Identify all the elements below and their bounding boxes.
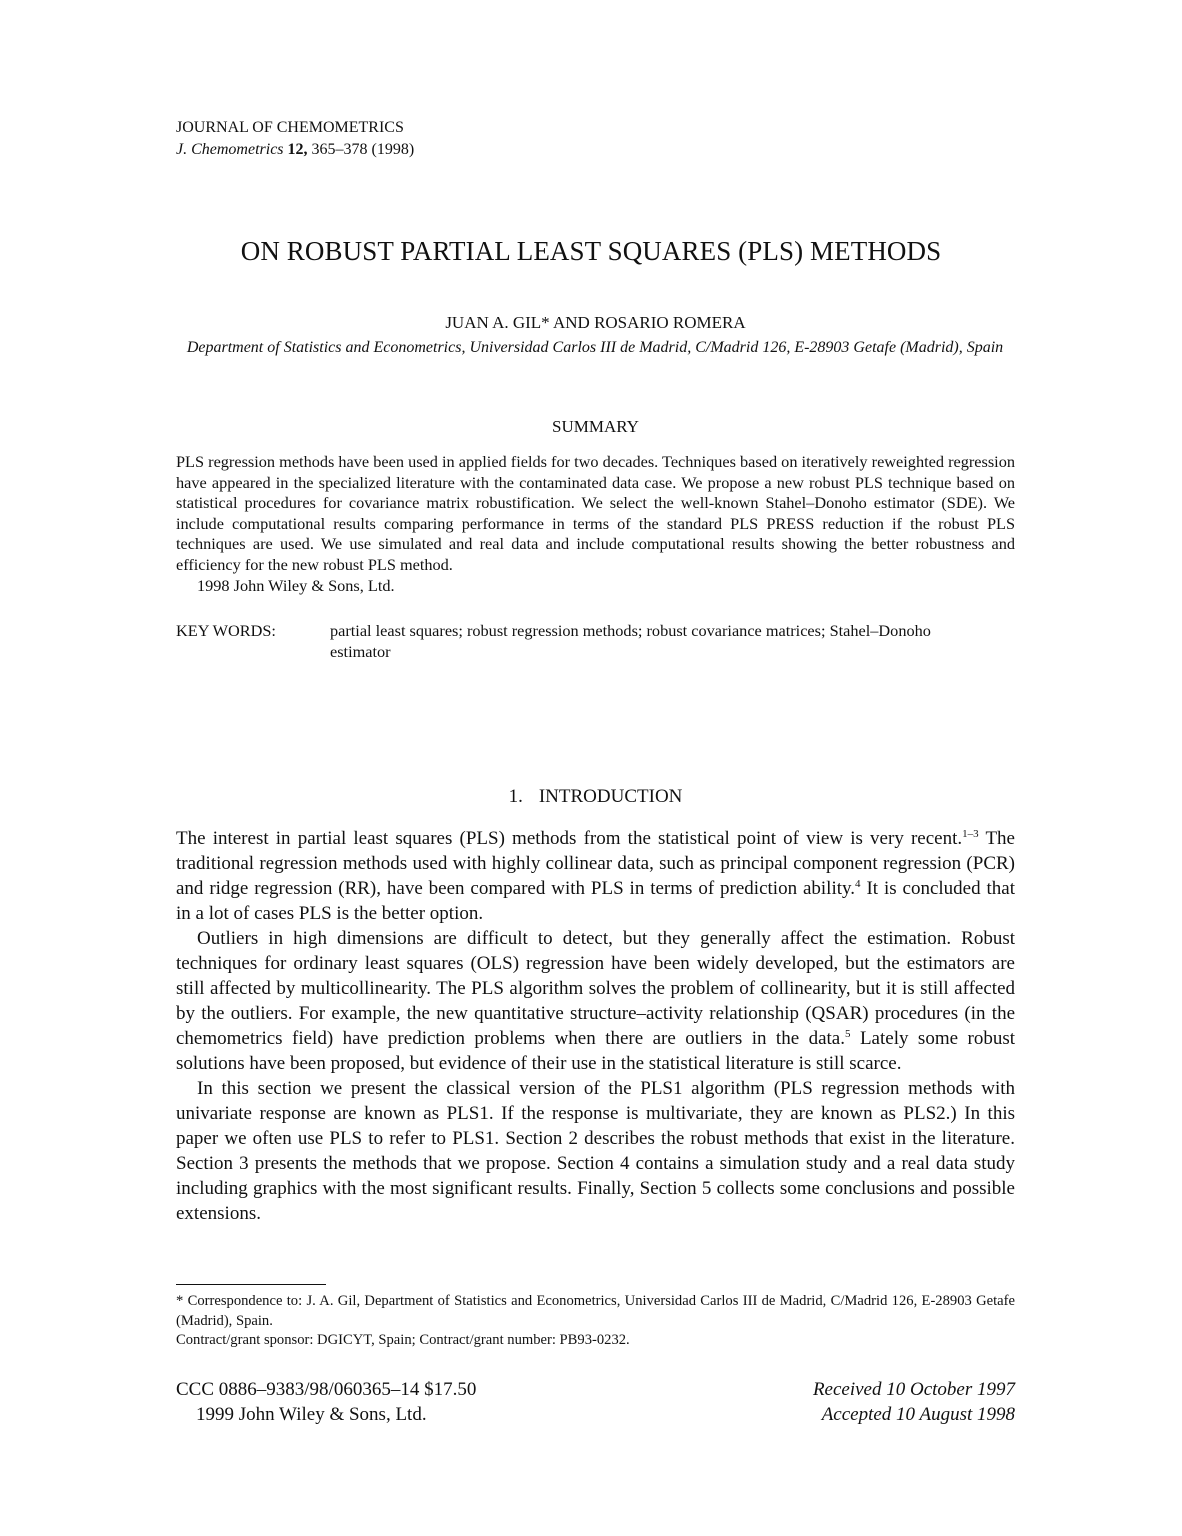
author-affiliation: Department of Statistics and Econometrics, Universidad Carlos III de Madrid, C/Madrid 126, E-28903 Getafe (Madrid), Spain bbox=[186, 339, 1004, 356]
citation-ref-5[interactable]: 5 bbox=[845, 1028, 851, 1040]
journal-citation bbox=[176, 139, 414, 161]
journal-header bbox=[176, 117, 414, 161]
p2-text-a: Outliers in high dimensions are difficult to detect, but they generally affect the estimation. Robust techniques for ordinary least squares (OLS) regression have been widely developed, but the estimators are still affected by multicollinearity. The PLS algorithm solves the problem of collinearity, but it is still affected by the outliers. For example, the new quantitative structure–activity relationship (QSAR) procedures (in the chemometrics field) have prediction problems when there are outliers in the data. bbox=[176, 928, 1015, 1049]
footnote-grant: Contract/grant sponsor: DGICYT, Spain; Contract/grant number: PB93-0232. bbox=[176, 1332, 630, 1348]
footer-copyright: 1999 John Wiley & Sons, Ltd. bbox=[196, 1404, 427, 1425]
keywords-text: partial least squares; robust regression methods; robust covariance matrices; Stahel–Donoho estimator bbox=[330, 621, 931, 661]
footnote-correspondence: * Correspondence to: J. A. Gil, Department of Statistics and Econometrics, Universidad Carlos III de Madrid, C/Madrid 126, E-28903 Getafe (Madrid), Spain. bbox=[176, 1293, 1015, 1329]
intro-paragraph-2 bbox=[176, 926, 1015, 1076]
paper-title: ON ROBUST PARTIAL LEAST SQUARES (PLS) METHODS bbox=[240, 236, 942, 266]
citation-pages: 365–378 (1998) bbox=[311, 141, 415, 158]
journal-name: JOURNAL OF CHEMOMETRICS bbox=[176, 119, 404, 136]
received-date: Received 10 October 1997 bbox=[812, 1379, 1015, 1400]
p1-text-b: The traditional regression methods used with highly collinear data, such as principal component regression (PCR) and ridge regression (RR), have been compared with PLS in terms of prediction ability. bbox=[176, 828, 1015, 899]
keywords-label: KEY WORDS: bbox=[176, 621, 276, 640]
p2-text-b: Lately some robust solutions have been proposed, but evidence of their use in the statistical literature is still scarce. bbox=[176, 1028, 1015, 1074]
citation-journal: J. Chemometrics bbox=[176, 141, 284, 158]
paper-authors: JUAN A. GIL* AND ROSARIO ROMERA bbox=[445, 313, 746, 332]
p1-text-a: The interest in partial least squares (PLS) methods from the statistical point of view is very recent. bbox=[176, 828, 963, 849]
introduction-body bbox=[176, 826, 1015, 1226]
citation-ref-1-3[interactable]: 1–3 bbox=[962, 828, 979, 840]
section-title: INTRODUCTION bbox=[538, 786, 683, 807]
citation-ref-4[interactable]: 4 bbox=[855, 878, 861, 890]
citation-volume: 12, bbox=[287, 141, 308, 158]
accepted-date: Accepted 10 August 1998 bbox=[821, 1404, 1015, 1425]
footer-right bbox=[813, 1377, 1015, 1427]
p1-text-c: It is concluded that in a lot of cases PLS is the better option. bbox=[176, 878, 1015, 924]
abstract bbox=[176, 452, 1015, 576]
footer-left bbox=[176, 1377, 476, 1427]
intro-paragraph-3: In this section we present the classical version of the PLS1 algorithm (PLS regression methods with univariate response are known as PLS1. If the response is multivariate, they are known as PLS2.) In this paper we often use PLS to refer to PLS1. Section 2 describes the robust methods that exist in the literature. Section 3 presents the methods that we propose. Section 4 contains a simulation study and a real data study including graphics with the most significant results. Finally, Section 5 collects some conclusions and possible extensions. bbox=[176, 1078, 1015, 1224]
summary-heading: SUMMARY bbox=[552, 417, 639, 436]
ccc-code: CCC 0886–9383/98/060365–14 $17.50 bbox=[176, 1379, 477, 1400]
abstract-copyright: 1998 John Wiley & Sons, Ltd. bbox=[197, 576, 395, 595]
section-number: 1. bbox=[508, 786, 523, 807]
footnote-divider bbox=[176, 1284, 326, 1285]
abstract-text: PLS regression methods have been used in applied fields for two decades. Techniques based on iteratively reweighted regression have appeared in the specialized literature with the contaminated data case. We propose a new robust PLS technique based on statistical procedures for covariance matrix robustification. We select the well-known Stahel–Donoho estimator (SDE). We include computational results comparing performance in terms of the standard PLS PRESS reduction if the robust PLS techniques are used. We use simulated and real data and include computational results showing the better robustness and efficiency for the new robust PLS method. bbox=[176, 452, 1015, 574]
footnotes bbox=[176, 1292, 1015, 1351]
section-heading-introduction bbox=[0, 786, 1182, 808]
intro-paragraph-1 bbox=[176, 826, 1015, 926]
